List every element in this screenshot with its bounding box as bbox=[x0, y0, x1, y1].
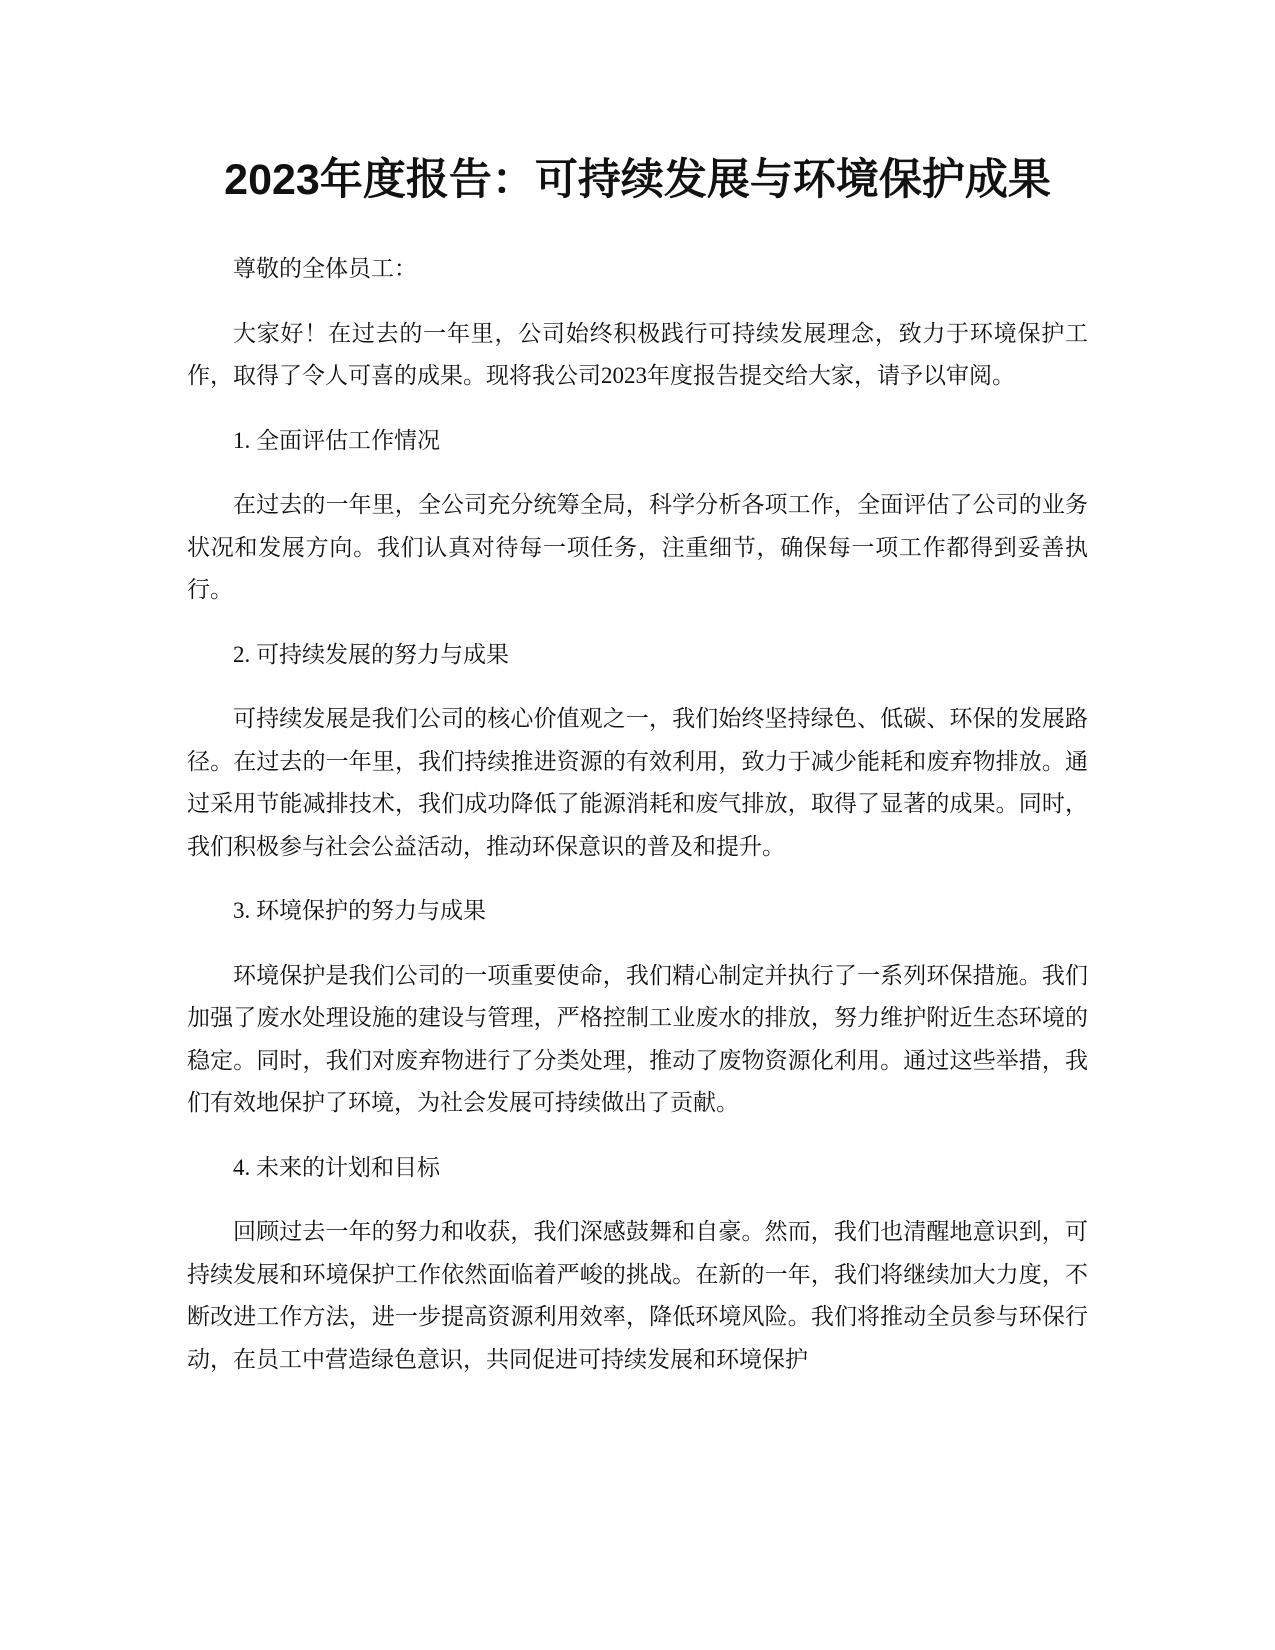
document-title: 2023年度报告：可持续发展与环境保护成果 bbox=[224, 156, 1051, 204]
section-body-1: 在过去的一年里，全公司充分统筹全局，科学分析各项工作，全面评估了公司的业务状况和发展方向。我们认真对待每一项任务，注重细节，确保每一项工作都得到妥善执行。 bbox=[187, 492, 1088, 602]
section-heading-3: 3. 环境保护的努力与成果 bbox=[233, 898, 486, 923]
section-body-3: 环境保护是我们公司的一项重要使命，我们精心制定并执行了一系列环保措施。我们加强了废水处理设施的建设与管理，严格控制工业废水的排放，努力维护附近生态环境的稳定。同时，我们对废弃物进行了分类处理，推动了废物资源化利用。通过这些举措，我们有效地保护了环境，为社会发展可持续做出了贡献。 bbox=[187, 962, 1088, 1115]
salutation: 尊敬的全体员工： bbox=[233, 256, 417, 281]
section-heading-2: 2. 可持续发展的努力与成果 bbox=[233, 641, 509, 667]
section-body-2: 可持续发展是我们公司的核心价值观之一，我们始终坚持绿色、低碳、环保的发展路径。在过去的一年里，我们持续推进资源的有效利用，致力于减少能耗和废弃物排放。通过采用节能减排技术，我们成功降低了能源消耗和废气排放，取得了显著的成果。同时，我们积极参与社会公益活动，推动环保意识的普及和提升。 bbox=[187, 706, 1088, 859]
section-body-4: 回顾过去一年的努力和收获，我们深感鼓舞和自豪。然而，我们也清醒地意识到，可持续发展和环境保护工作依然面临着严峻的挑战。在新的一年，我们将继续加大力度，不断改进工作方法，进一步提高资源利用效率，降低环境风险。我们将推动全员参与环保行动，在员工中营造绿色意识，共同促进可持续发展和环境保护 bbox=[187, 1219, 1088, 1372]
intro-paragraph: 大家好！在过去的一年里，公司始终积极践行可持续发展理念，致力于环境保护工作，取得了令人可喜的成果。现将我公司2023年度报告提交给大家，请予以审阅。 bbox=[187, 320, 1088, 388]
section-heading-4: 4. 未来的计划和目标 bbox=[233, 1154, 440, 1180]
section-heading-1: 1. 全面评估工作情况 bbox=[233, 427, 440, 453]
